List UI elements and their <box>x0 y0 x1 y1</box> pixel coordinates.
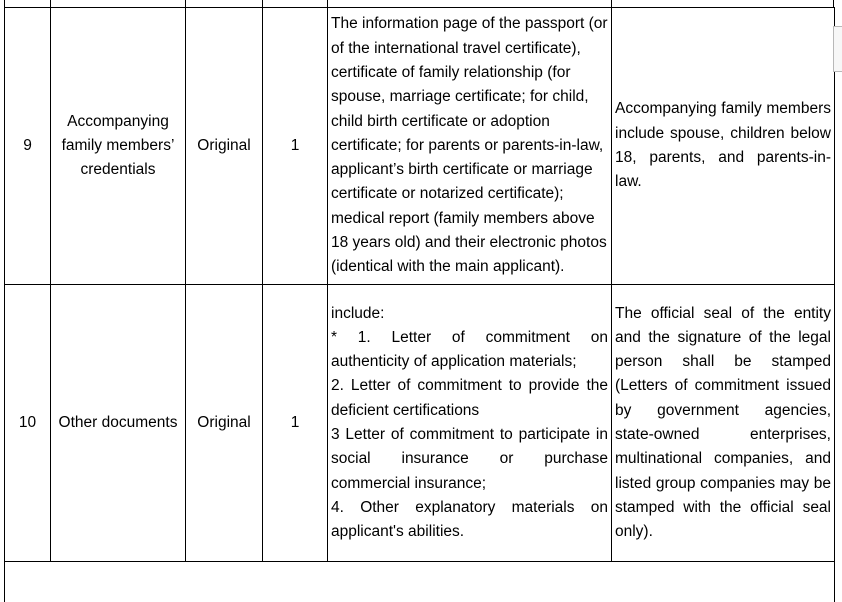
document-name: Accompanying family members’ credentials <box>51 8 186 285</box>
window-edge-handle <box>833 26 842 72</box>
materials-line: child birth certificate or adoption <box>331 110 608 134</box>
materials-description <box>328 285 612 562</box>
materials-line: certificate or notarized certificate); <box>331 182 608 206</box>
previous-row-edge <box>4 0 834 7</box>
materials-description <box>328 8 612 285</box>
materials-line: include: <box>331 302 608 326</box>
materials-line: certificate; for parents or parents-in-law, <box>331 134 608 158</box>
copies-count: 1 <box>263 8 328 285</box>
materials-line: (identical with the main applicant). <box>331 255 608 279</box>
table-row <box>5 562 835 602</box>
row-number: 9 <box>5 8 51 285</box>
requirements-table <box>4 7 835 602</box>
remarks: The official seal of the entity and the signature of the legal person shall be stamped (Letters of commitment issued by government agencies, state-owned enterprises, multinational companies, and listed group companies may be stamped with the official seal only). <box>612 285 835 562</box>
table-row <box>5 285 835 562</box>
document-form: Original <box>186 8 263 285</box>
row-number: 10 <box>5 285 51 562</box>
copies-count: 1 <box>263 285 328 562</box>
materials-line: The information page of the passport (or <box>331 12 608 36</box>
materials-line: 2. Letter of commitment to provide the deficient certifications <box>331 374 608 423</box>
next-row-cell <box>5 562 835 602</box>
remarks: Accompanying family members include spouse, children below 18, parents, and parents-in-law. <box>612 8 835 285</box>
materials-line: spouse, marriage certificate; for child, <box>331 85 608 109</box>
document-form: Original <box>186 285 263 562</box>
materials-line: 18 years old) and their electronic photos <box>331 231 608 255</box>
materials-line: 3 Letter of commitment to participate in social insurance or purchase commercial insurance; <box>331 423 608 496</box>
document-name: Other documents <box>51 285 186 562</box>
materials-line: medical report (family members above <box>331 207 608 231</box>
materials-line: applicant’s birth certificate or marriage <box>331 158 608 182</box>
materials-line: * 1. Letter of commitment on authenticity of application materials; <box>331 326 608 375</box>
materials-line: certificate of family relationship (for <box>331 61 608 85</box>
materials-line: 4. Other explanatory materials on applicant's abilities. <box>331 496 608 545</box>
materials-line: of the international travel certificate), <box>331 37 608 61</box>
table-row <box>5 8 835 285</box>
